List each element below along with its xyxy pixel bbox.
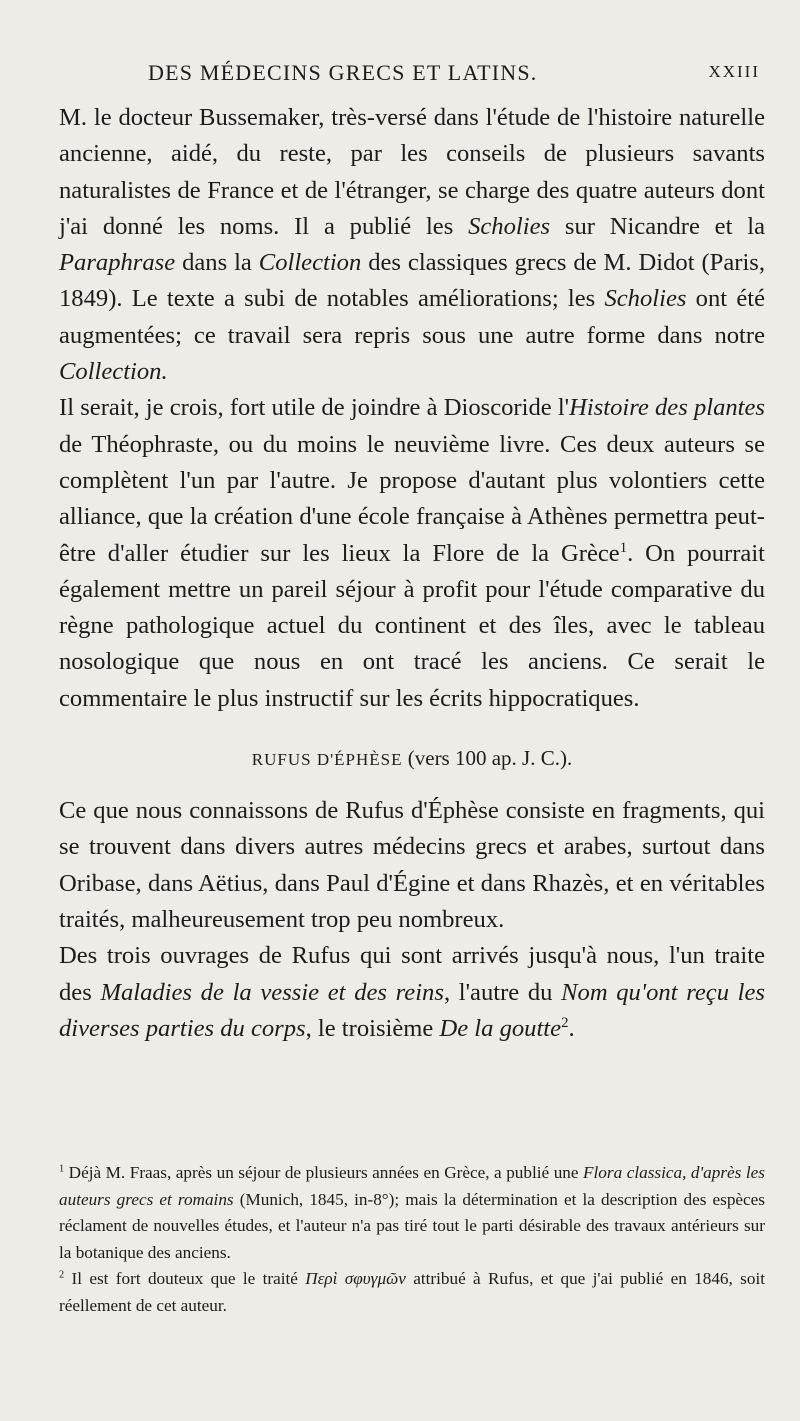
text-run: Il serait, je crois, fort utile de joindre à Dioscoride l' [59,394,570,422]
text-run: . [568,1014,575,1042]
text-run: , le troisième [305,1014,440,1042]
footnote-1 [59,1160,765,1266]
text-run: des classiques grecs de M. Didot (Paris, 1849). Le texte a subi de notables améliorations; les [59,249,765,313]
text-run: Il est fort douteux que le traité [64,1269,306,1288]
italic-run: Paraphrase [59,249,176,277]
heading-name: RUFUS D'ÉPHÈSE [251,750,403,770]
italic-run: Scholies [604,285,687,313]
italic-run: De la goutte [439,1014,562,1042]
text-run: (Munich, 1845, in-8°); mais la détermination et la description des espèces réclament de nouvelles études, et l'auteur n'a pas tiré tout le parti désirable des travaux antérieurs sur la botanique des anciens. [59,1189,765,1262]
italic-run: Maladies de la vessie et des reins [100,978,444,1006]
italic-run: Nom qu'ont reçu les diverses parties du corps [59,978,766,1042]
italic-run: Collection. [59,358,168,386]
text-run: ont été augmentées; ce travail sera repris sous une autre forme dans notre [59,285,765,349]
paragraph-4 [59,938,765,1047]
text-run: attribué à Rufus, et que j'ai publié en 1846, soit réellement de cet auteur. [59,1269,766,1315]
text-run: Des trois ouvrages de Rufus qui sont arrivés jusqu'à nous, l'un traite des [59,942,765,1006]
paragraph-3: Ce que nous connaissons de Rufus d'Éphèse consiste en fragments, qui se trouvent dans divers autres médecins grecs et arabes, surtout dans Oribase, dans Aëtius, dans Paul d'Égine et dans Rhazès, et en véritables traités, malheureusement trop peu nombreux. [59,797,765,933]
footnote-ref-1[interactable]: 1 [619,539,628,556]
footnote-2 [59,1266,765,1319]
page-number: XXIII [708,62,760,81]
text-run: Déjà M. Fraas, après un séjour de plusieurs années en Grèce, a publié une [64,1163,584,1182]
text-run: dans la [175,249,259,277]
text-run: de Théophraste, ou du moins le neuvième livre. Ces deux auteurs se complètent l'un par l'autre. Je propose d'autant plus volontiers cette alliance, que la création d'une école française à Athènes permettra peut-être d'aller étudier sur les lieux la Flore de la Grèce [59,430,765,567]
footnote-ref-2[interactable]: 2 [561,1014,569,1031]
main-text [59,100,765,1047]
italic-run: Scholies [468,212,551,240]
footnote-mark: 2 [59,1269,65,1281]
text-run: . On pourrait également mettre un pareil séjour à profit pour l'étude comparative du règne pathologique actuel du continent et des îles, avec le tableau nosologique que nous en ont tracé les anciens. Ce serait le commentaire le plus instructif sur les écrits hippocratiques. [59,539,765,712]
greek-title: Περὶ σφυγμῶν [305,1269,406,1288]
text-run: , l'autre du [443,978,562,1006]
footnote-mark: 1 [59,1163,65,1175]
italic-run: Collection [258,249,362,277]
italic-run: Histoire des plantes [569,394,765,422]
heading-date: (vers 100 ap. J. C.). [402,746,573,771]
text-run: sur Nicandre et la [550,212,765,240]
italic-run: Flora classica, d'après les auteurs grecs et romains [59,1163,765,1209]
section-heading [59,743,765,775]
running-title: DES MÉDECINS GRECS ET LATINS. [148,60,538,85]
text-run: M. le docteur Bussemaker, très-versé dans l'étude de l'histoire naturelle ancienne, aidé, du reste, par les conseils de plusieurs savants naturalistes de France et de l'étranger, se charge des quatre auteurs dont j'ai donné les noms. Il a publié les [59,104,765,240]
paragraph-1 [59,100,765,390]
footnotes [59,1160,765,1319]
paragraph-2 [59,390,765,717]
